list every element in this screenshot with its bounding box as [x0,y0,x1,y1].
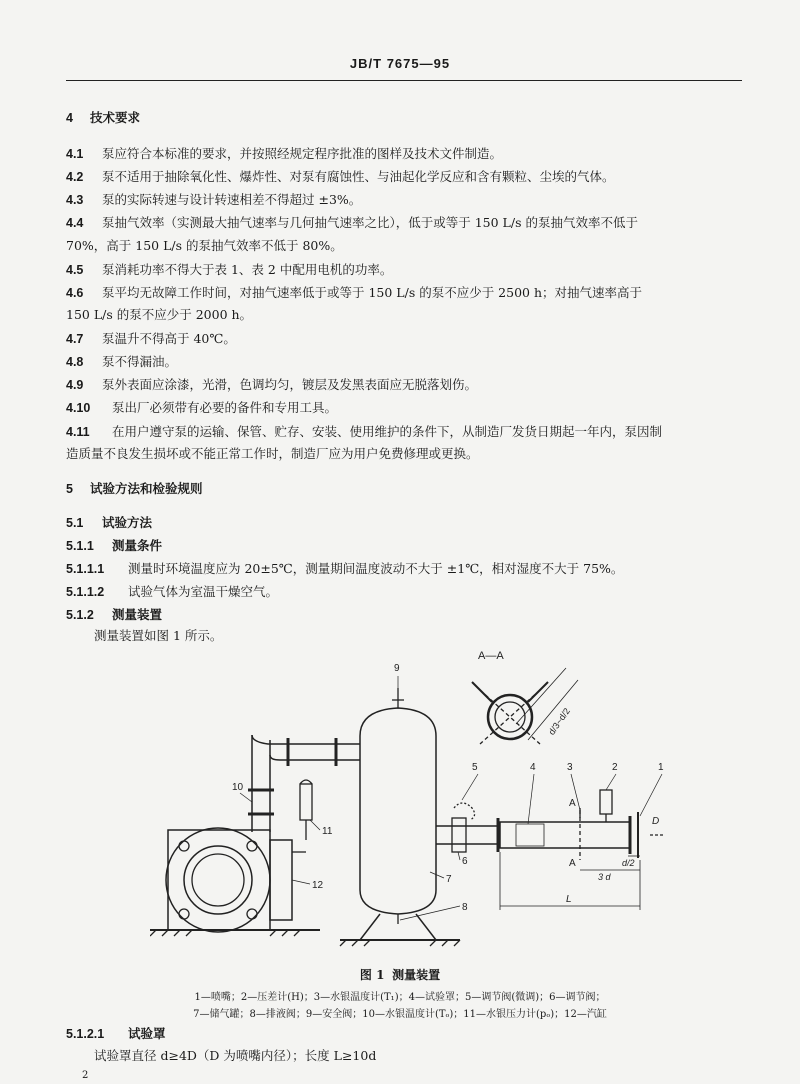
clause-4-4: 4.4 泵抽气效率（实测最大抽气速率与几何抽气速率之比），低于或等于 150 L/s 的泵抽气效率不低于 [66,215,638,230]
view-marker-a-bottom: A [569,858,576,869]
clause-4-10: 4.10 泵出厂必须带有必要的备件和专用工具。 [66,400,338,415]
dim-D: D [652,816,660,827]
figure-1-measurement-apparatus [150,640,670,960]
callout-4: 4 [530,762,536,773]
pump-cylinder [150,828,320,936]
view-marker-a-top: A [569,798,576,809]
test-hood [500,790,665,860]
clause-4-1: 4.1 泵应符合本标准的要求，并按照经规定程序批准的图样及技术文件制造。 [66,146,503,161]
callout-6: 6 [462,856,468,867]
figure-legend-line-1: 1—喷嘴；2—压差计(H)；3—水银温度计(T₁)；4—试验罩；5—调节阀(微调)；6—调节阀； [194,992,606,1003]
section-dim-label: d/3~d/2 [546,706,572,737]
callout-12: 12 [312,880,324,891]
callout-10: 10 [232,782,244,793]
header-rule [66,80,742,81]
clause-4-8: 4.8 泵不得漏油。 [66,354,178,369]
figure-caption: 图 1 测量装置 [359,968,441,982]
dim-d2: d/2 [622,858,635,868]
clause-5-1-1-2: 5.1.1.2 试验气体为室温干燥空气。 [66,584,279,599]
clause-5-1: 5.1 试验方法 [66,515,153,530]
callout-9: 9 [394,663,400,674]
page-header: JB/T 7675—95 [349,56,451,71]
section-5-heading: 5 试验方法和检验规则 [66,481,203,496]
clause-4-3: 4.3 泵的实际转速与设计转速相差不得超过 ±3%。 [66,192,362,207]
receiver-tank [340,688,460,946]
callout-7: 7 [446,874,452,885]
clause-4-11: 4.11 在用户遵守泵的运输、保管、贮存、安装、使用维护的条件下，从制造厂发货日期起一年内，泵因制 [66,424,663,439]
section-4-heading: 4 技术要求 [66,110,141,125]
clause-4-5: 4.5 泵消耗功率不得大于表 1、表 2 中配用电机的功率。 [66,262,393,277]
figure-legend-line-2: 7—储气罐；8—排液阀；9—安全阀；10—水银温度计(Tₒ)；11—水银压力计(pₒ)；12—汽缸 [193,1009,607,1020]
callout-8: 8 [462,902,468,913]
clause-5-1-1-1: 5.1.1.1 测量时环境温度应为 20±5℃，测量期间温度波动不大于 ±1℃，相对湿度不大于 75%。 [66,561,624,576]
dim-3d: 3 d [598,872,611,882]
clause-5-1-2: 5.1.2 测量装置 [66,607,163,622]
clause-5-1-2-1: 5.1.2.1 试验罩 [66,1026,166,1041]
clause-4-6-cont: 150 L/s 的泵不应少于 2000 h。 [66,307,253,322]
clause-4-7: 4.7 泵温升不得高于 40℃。 [66,331,236,346]
clause-4-4-cont: 70%，高于 150 L/s 的泵抽气效率不低于 80%。 [66,238,343,253]
dim-L: L [566,894,572,905]
mercury-manometer [300,780,312,840]
clause-5-1-2-body: 测量装置如图 1 所示。 [94,628,223,643]
clause-5-1-1: 5.1.1 测量条件 [66,538,163,553]
callout-3: 3 [567,762,573,773]
clause-4-9: 4.9 泵外表面应涂漆，光滑，色调均匀，镀层及发黑表面应无脱落划伤。 [66,377,478,392]
outlet-pipe [436,803,500,852]
callout-1: 1 [658,762,664,773]
clause-4-2: 4.2 泵不适用于抽除氧化性、爆炸性、对泵有腐蚀性、与油起化学反应和含有颗粒、尘埃的气体。 [66,169,615,184]
section-label: A—A [478,650,504,662]
clause-4-11-cont: 造质量不良发生损坏或不能正常工作时，制造厂应为用户免费修理或更换。 [66,446,479,461]
callout-2: 2 [612,762,618,773]
page-number: 2 [82,1070,89,1081]
callout-5: 5 [472,762,478,773]
clause-4-6: 4.6 泵平均无故障工作时间，对抽气速率低于或等于 150 L/s 的泵不应少于 2500 h；对抽气速率高于 [66,285,643,300]
section-view [472,668,578,744]
callout-11: 11 [322,826,333,837]
clause-5-1-2-1-body: 试验罩直径 d≥4D（D 为喷嘴内径）；长度 L≥10d [94,1048,377,1063]
